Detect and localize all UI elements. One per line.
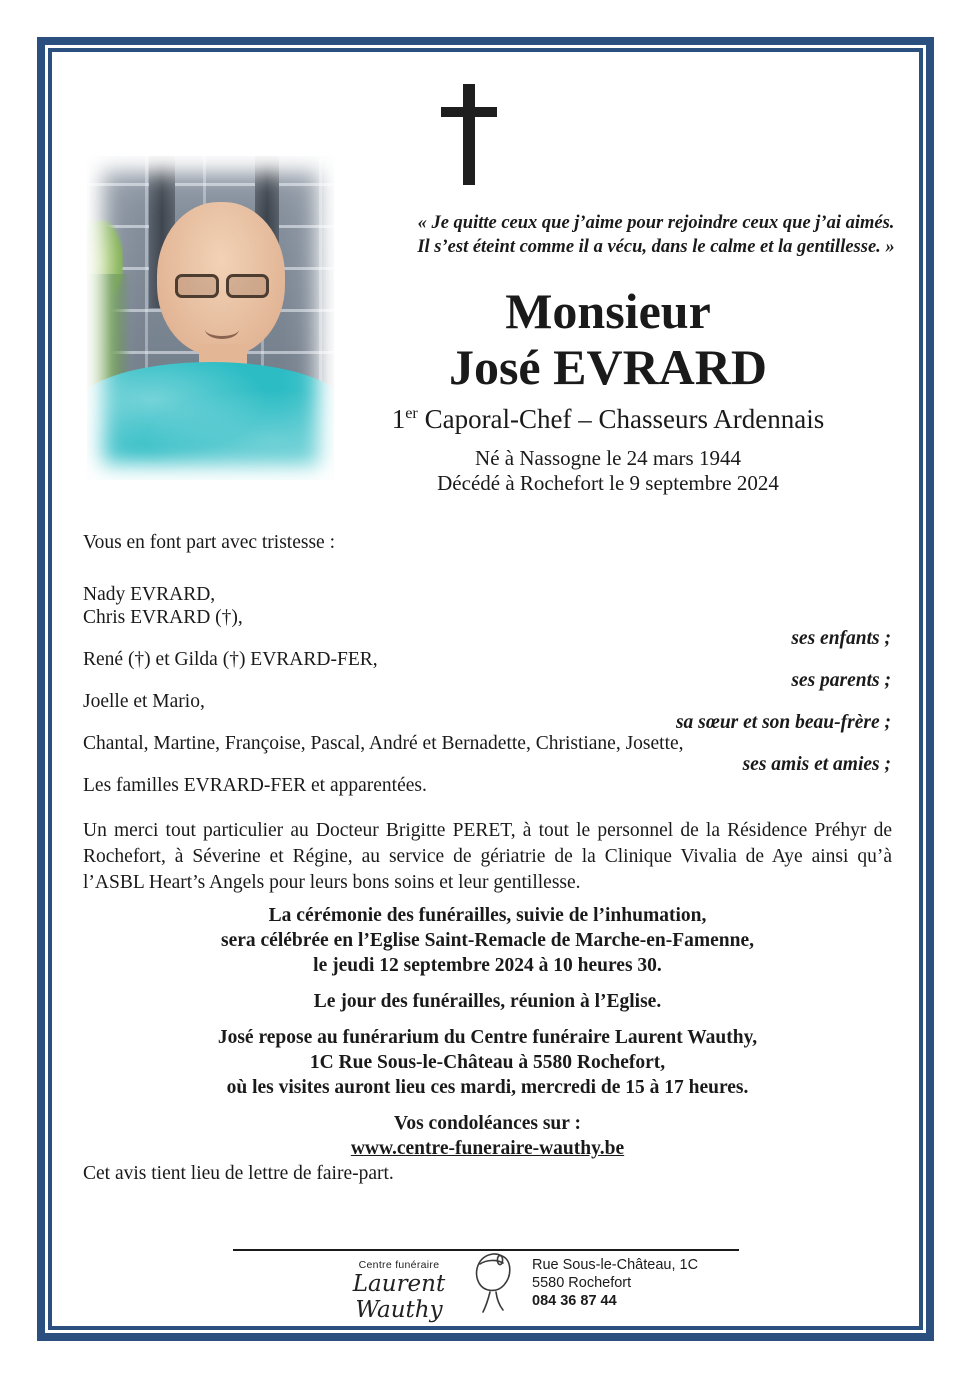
faire-part-notice: Cet avis tient lieu de lettre de faire-part. <box>83 1163 394 1184</box>
condolences-label: Vos condoléances sur : <box>394 1113 581 1134</box>
cross-horizontal-bar <box>441 107 497 117</box>
title-monsieur: Monsieur <box>505 283 711 339</box>
family-name-line: Joelle et Mario, <box>83 691 205 712</box>
family-name-line: René (†) et Gilda (†) EVRARD-FER, <box>83 649 378 670</box>
brand-name-script: Laurent Wauthy <box>352 1271 446 1323</box>
family-name-line: Chris EVRARD (†), <box>83 607 243 628</box>
funeral-line-1: La cérémonie des funérailles, suivie de l’inhumation, <box>268 905 707 926</box>
acknowledgements-paragraph: Un merci tout particulier au Docteur Brigitte PERET, à tout le personnel de la Résidence Préhyr de Rochefort, à Séverine et Régine, au service de gériatrie de la Clinique Vivalia de Aye ainsi qu’à l’ASBL Heart’s Angels pour leurs bons soins et leur gentillesse. <box>83 820 892 893</box>
photo-fade-edges <box>87 156 334 480</box>
relation-label-parents: ses parents ; <box>791 670 891 691</box>
funeral-line-2: sera célébrée en l’Eglise Saint-Remacle de Marche-en-Famenne, <box>220 930 755 951</box>
family-name-line: Nady EVRARD, <box>83 584 216 605</box>
family-name-line: Les familles EVRARD-FER et apparentées. <box>83 775 427 796</box>
quote-line-2: Il s’est éteint comme il a vécu, dans le calme et la gentillesse. » <box>417 236 895 257</box>
funeral-home-address <box>532 1256 698 1310</box>
portrait-photo <box>87 156 334 480</box>
funeral-home-brand <box>328 1259 470 1323</box>
family-announcement-section <box>83 531 891 797</box>
meeting-line: Le jour des funérailles, réunion à l’Eglise. <box>313 991 662 1012</box>
repose-line-2: 1C Rue Sous-le-Château à 5580 Rochefort, <box>309 1052 666 1073</box>
quote-line-1: « Je quitte ceux que j’aime pour rejoindre ceux que j’ai aimés. <box>417 213 895 233</box>
birth-line: Né à Nassogne le 24 mars 1944 <box>475 446 741 470</box>
condolences-website-link[interactable]: www.centre-funeraire-wauthy.be <box>350 1138 625 1159</box>
repose-line-3: où les visites auront lieu ces mardi, mercredi de 15 à 17 heures. <box>226 1077 749 1098</box>
latin-cross-icon <box>441 84 497 185</box>
birth-death-dates <box>320 446 896 496</box>
death-line: Décédé à Rochefort le 9 septembre 2024 <box>437 471 779 495</box>
relation-label-friends: ses amis et amies ; <box>742 754 891 775</box>
address-city: 5580 Rochefort <box>532 1275 632 1291</box>
brand-small-label: Centre funéraire <box>358 1259 440 1271</box>
repose-line-1: José repose au funérarium du Centre funéraire Laurent Wauthy, <box>217 1027 758 1048</box>
cross-vertical-bar <box>463 84 475 185</box>
rank-ordinal-suffix: er <box>405 404 418 422</box>
military-rank <box>320 404 896 435</box>
announcement-intro: Vous en font part avec tristesse : <box>83 532 335 553</box>
phone-number: 084 36 87 44 <box>532 1293 617 1309</box>
deceased-title-block <box>320 283 896 496</box>
calla-lily-icon <box>466 1250 520 1314</box>
ceremony-details-section <box>83 903 892 1161</box>
relation-label-children: ses enfants ; <box>791 628 891 649</box>
rank-text: Caporal-Chef – Chasseurs Ardennais <box>417 404 825 434</box>
address-street: Rue Sous-le-Château, 1C <box>532 1257 699 1273</box>
relation-label-sister: sa sœur et son beau-frère ; <box>675 712 891 733</box>
funeral-line-3: le jeudi 12 septembre 2024 à 10 heures 30. <box>313 955 662 976</box>
rank-number: 1 <box>391 404 406 434</box>
memorial-quote <box>396 212 916 259</box>
family-name-line: Chantal, Martine, Françoise, Pascal, André et Bernadette, Christiane, Josette, <box>83 733 684 754</box>
deceased-name: José EVRARD <box>448 339 768 395</box>
